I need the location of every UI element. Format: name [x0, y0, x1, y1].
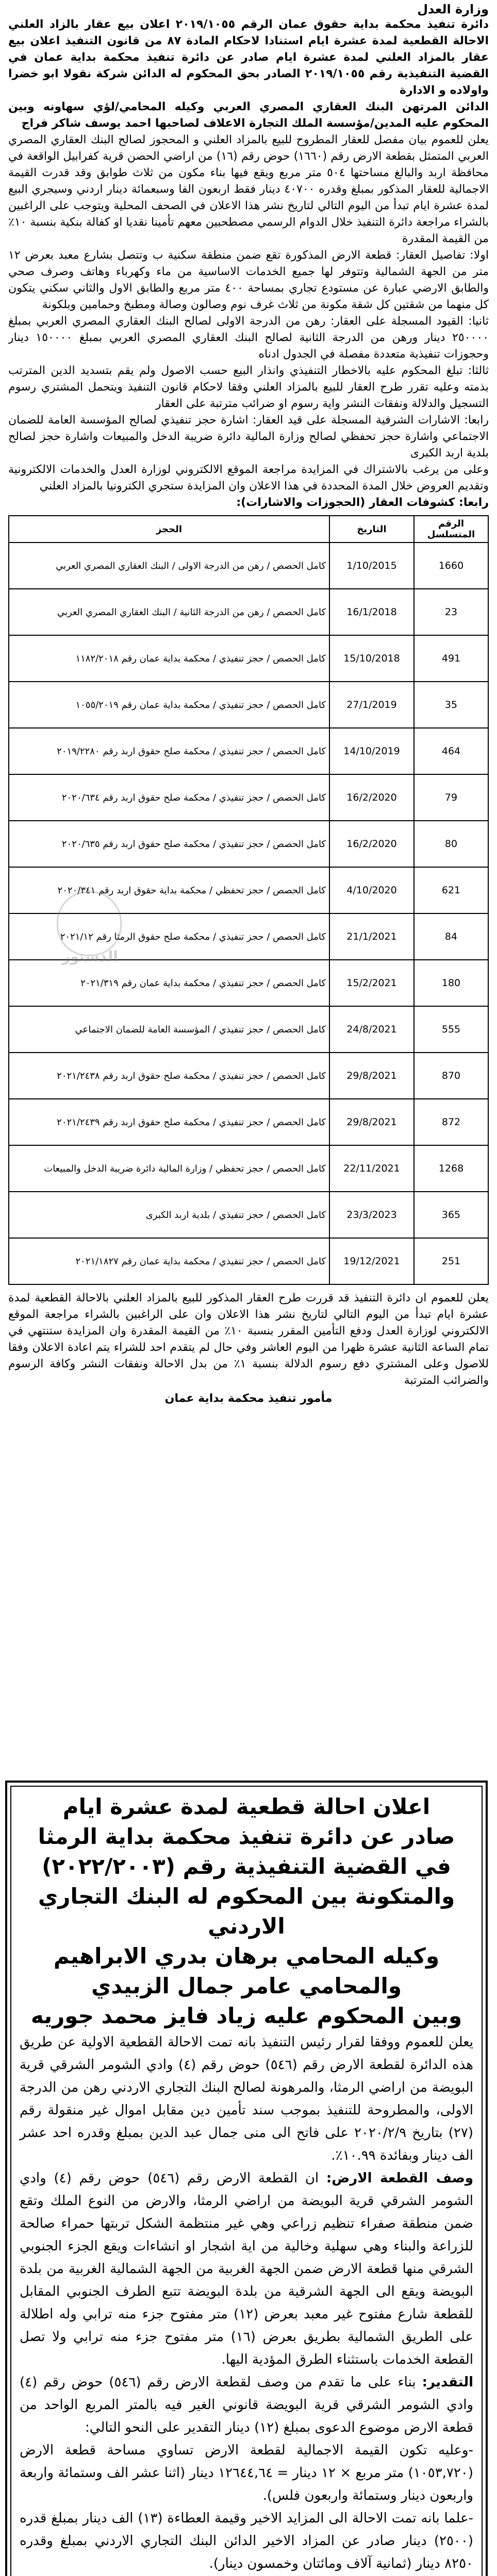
row-date: 1/10/2015	[329, 543, 414, 589]
table-row	[9, 728, 488, 774]
row-date: 16/1/2018	[329, 589, 414, 635]
last-bid: -علما بانه تمت الاحالة الى المزايد الاخير وقيمة العطاءة (١٣) الف دينار بمبلغ قدره (٢٥٠٠) دينار صادر عن المزاد الاخير الدائن البنك التجاري الاردني بمبلغ وقدره ٨٢٥٠ دينار (ثمانية آلاف ومائتان وخمسون دينار).	[20, 2511, 473, 2571]
row-seizure: كامل الحصص / حجز تنفيذي / محكمة بداية عمان رقم ١٠٥٥/٢٠١٩	[9, 682, 329, 728]
land-description-label: وصف القطعة الارض:	[326, 2171, 473, 2186]
row-date: 22/11/2021	[329, 1145, 414, 1192]
row-seizure: كامل الحصص / حجز تنفيذي / المؤسسة العامة للضمان الاجتماعي	[9, 1006, 329, 1053]
land-description: ان القطعة الارض رقم (٥٤٦) حوض رقم (٤) وادي الشومر الشرقي قرية البويضة من اراضي الرمثا، والارض من النوع الملك وتقع ضمن منطقة صفراء تنظيم زراعي وهي غير منتظمة الشكل تربتها حمراء صالحة للزراعة والبناء وهي سهلية وخالية من اية اشجار او انشاءات ويقع الجزء الجنوبي الشرقي منها قطعة الارض ضمن الجهة الغربية من الجهة الشمالية الغربية من بلدة البويضة ويقع الى الجهة الشرقية من بلدة البويضة تتبع الطرف الجنوبي المقابل للقطعة شارع مفتوح غير معبد بعرض (١٢) متر مفتوح جزء منه ترابي وله اطلالة على الطريق الشمالية بطريق بعرض (١٦) متر مفتوح جزء منه ترابي ولا تصل القطعة الخدمات باستثناء الطرق المؤدية اليها.	[20, 2171, 473, 2367]
notice-intro: دائرة تنفيذ محكمة بداية حقوق عمان الرقم ٢٠١٩/١٠٥٥ اعلان بيع عقار بالزاد العلني الاحالة القطعية لمدة عشرة ايام استنادا لاحكام المادة ٨٧ من قانون التنفيذ اعلان بيع عقار بالمزاد العلني لمدة عشرة ايام صادر عن دائرة تنفيذ محكمة بداية عمان في القضية التنفيذية رقم ٢٠١٩/١٠٥٥ الصادر بحق المحكوم له الدائن شركة نقولا ابو خضرا واولاده و الادارة	[8, 18, 489, 97]
table-row	[9, 635, 488, 682]
property-description: يعلن للعموم بيان مفصل للعقار المطروح للبيع بالمزاد العلني و المحجوز لصالح البنك العقاري المصري العربي المتمثل بقطعة الارض رقم (١٦٦٠) حوض رقم (١٦) من اراضي الحصن قرية كفرابيل الواقعة في محافظة اربد والبالغ مساحتها ٥٠٤ متر مربع ويقع فيها بناء مكون من ثلاث طوابق وقد قدرت القيمة الاجمالية للعقار المذكور بمبلغ وقدره ٤٠٧٠٠ دينار فقط اربعون الفا وسبعمائة دينار اردني وسيجري البيع لمدة عشرة ايام تبدأ من اليوم التالي لتاريخ نشر هذا الاعلان في الصحف المحلية ويتوجب على الراغبين بالشراء مراجعة دائرة التنفيذ خلال الدوام الرسمي مصطحبين معهم تأمينا نقديا او كفالة بنكية بنسبة ١٠٪ من القيمة المقدرة	[8, 133, 489, 245]
court-title: صادر عن دائرة تنفيذ محكمة بداية الرمثا	[38, 1824, 455, 1849]
total-value: -وعليه تكون القيمة الاجمالية لقطعة الارض تساوي مساحة قطعة الارض (١٠٥٣,٧٢٠) متر مربع × ١٢ دينار = ١٢٦٤٤,٦٤ دينار (اثنا عشر الف وستمائة واربعة واربعون دينار وستمائة واربعون فلس).	[20, 2443, 473, 2503]
row-number: 872	[414, 1099, 488, 1145]
watermark-text: الدستور	[62, 948, 118, 965]
row-number: 491	[414, 635, 488, 682]
row-seizure: كامل الحصص / حجز تنفيذي / محكمة صلح حقوق اربد رقم ٢٠١٩/٢٢٨٠	[9, 728, 329, 774]
table-row	[9, 1099, 488, 1145]
row-date: 14/10/2019	[329, 728, 414, 774]
header-number: الرقم المتسلسل	[414, 516, 488, 543]
row-seizure: كامل الحصص / حجز تحفظي / محكمة بداية حقوق اربد رقم ٢٠٢٠/٣٤١	[9, 867, 329, 913]
row-date: 29/8/2021	[329, 1053, 414, 1099]
property-marks: رابعا: الاشارات الشرفية المسجلة على قيد العقار: اشارة حجز تنفيذي لصالح المؤسسة العامة للضمان الاجتماعي واشارة حجز تحفظي لصالح وزارة المالية دائرة ضريبة الدخل والمبيعات واشارة حجز لصالح بلدية اربد الكبرى	[8, 414, 489, 460]
case-number: في القضية التنفيذية رقم (٢٠٢٢/٢٠٠٣)	[42, 1854, 451, 1879]
sale-terms: يعلن للعموم ان دائرة التنفيذ قد قررت طرح العقار المذكور للبيع بالمزاد العلني بالاحالة القطعية لمدة عشرة ايام تبدأ من اليوم التالي لتاريخ نشر هذا الاعلان وان على الراغبين بالشراء مراجعة الموقع الالكتروني لوزارة العدل ودفع التأمين المقرر بنسبة ١٠٪ من القيمة المقدرة وان المزايدة ستنتهي في تمام الساعة الثانية عشرة ظهرا من اليوم العاشر وفي حال لم يتقدم احد للشراء يتم اعادة الاعلان وفقا للاصول وعلى المشتري دفع رسوم الدلالة بنسبة ١٪ من بدل الاحالة ونفقات النشر وكافة الرسوم والضرائب المترتبة	[8, 1292, 489, 1387]
creditor-parties: الدائن المرتهن البنك العقاري المصري العربي وكيله المحامي/لؤي سهاونه وبين المحكوم عليه المدين/مؤسسة الملك التجارة الاعلاف لصاحبها احمد يوسف شاكر فراج	[8, 100, 489, 130]
table-row	[9, 1145, 488, 1192]
row-seizure: كامل الحصص / حجز تحفظي / وزارة المالية دائرة ضريبة الدخل والمبيعات	[9, 1145, 329, 1192]
table-row	[9, 1006, 488, 1053]
row-number: 1660	[414, 543, 488, 589]
row-seizure: كامل الحصص / حجز تنفيذي / محكمة صلح حقوق اربد رقم ٢٠٢٠/٦٣٥	[9, 821, 329, 867]
row-date: 27/1/2019	[329, 682, 414, 728]
row-date: 24/8/2021	[329, 1006, 414, 1053]
lawyer-1: وكيله المحامي برهان بدري الابراهيم	[53, 1943, 440, 1969]
row-number: 23	[414, 589, 488, 635]
row-seizure: كامل الحصص / حجز تنفيذي / محكمة بداية عمان رقم ٢٠٢١/١٨٢٧	[9, 1238, 329, 1284]
row-seizure: كامل الحصص / حجز تنفيذي / محكمة بداية عمان رقم ١١٨٢/٢٠١٨	[9, 635, 329, 682]
final-auction-notice	[5, 1781, 488, 2576]
row-number: 555	[414, 1006, 488, 1053]
row-date: 15/2/2021	[329, 960, 414, 1006]
row-seizure: كامل الحصص / حجز تنفيذي / بلدية اربد الكبرى	[9, 1192, 329, 1238]
row-date: 19/12/2021	[329, 1238, 414, 1284]
table-row	[9, 960, 488, 1006]
ministry-label: وزارة العدل	[417, 2, 489, 16]
bidding-instructions: وعلى من يرغب بالاشتراك في المزايدة مراجعة الموقع الالكتروني لوزارة العدل والخدمات الالكترونية وتقديم العروض خلال المدة المحددة في هذا الاعلان وان المزايدة ستجري الكترونيا بالمزاد العلني	[8, 463, 489, 493]
table-row	[9, 1053, 488, 1099]
table-row	[9, 682, 488, 728]
execution-sale-notice	[8, 0, 489, 1766]
row-number: 621	[414, 867, 488, 913]
row-seizure: كامل الحصص / حجز تنفيذي / محكمة صلح حقوق الرمثا رقم ٢٠٢١/١٢	[9, 913, 329, 960]
valuation-text: بناء على ما تقدم من وصف لقطعة الارض رقم (٥٤٦) حوض رقم (٤) وادي الشومر الشرقي قرية البويضة قانوني الغير فيه بالمتر المربع الواحد من قطعة الارض موضوع الدعوى بمبلغ (١٢) دينار التقدير على النحو التالي:	[20, 2375, 473, 2435]
table-header-row	[9, 516, 488, 543]
table-row	[9, 821, 488, 867]
row-number: 35	[414, 682, 488, 728]
table-row	[9, 1192, 488, 1238]
valuation-block	[20, 2371, 473, 2439]
property-encumbrances: ثانيا: القيود المسجلة على العقار: رهن من الدرجة الاولى لصالح البنك العقاري المصري العربي بمبلغ ٢٥٠٠٠٠ دينار ورهن من الدرجة الثانية لصالح البنك العقاري المصري العربي بمبلغ ١٥٠٠٠٠ دينار وحجوزات تنفيذية متعددة مفصلة في الجدول ادناه	[8, 315, 489, 361]
notification-status: ثالثا: تبلغ المحكوم عليه بالاخطار التنفيذي وانذار البيع حسب الاصول ولم يقم بتسديد الدين المترتب بذمته وعليه تقرر طرح العقار للبيع بالمزاد العلني وفقا لاحكام قانون التنفيذ ويتحمل المشتري رسوم التسجيل والدلالة ونفقات النشر واية رسوم او ضرائب مترتبة على العقار	[8, 364, 489, 410]
row-date: 15/10/2018	[329, 635, 414, 682]
lawyer-2: والمحامي عامر جمال الزبيدي	[91, 1973, 402, 1998]
auction-title: اعلان احالة قطعية لمدة عشرة ايام	[62, 1794, 430, 1819]
row-date: 16/2/2020	[329, 774, 414, 821]
row-date: 4/10/2020	[329, 867, 414, 913]
row-number: 1268	[414, 1145, 488, 1192]
row-date: 23/3/2023	[329, 1192, 414, 1238]
table-row	[9, 774, 488, 821]
valuation-label: التقدير:	[422, 2375, 474, 2390]
row-seizure: كامل الحصص / حجز تنفيذي / محكمة صلح حقوق اربد رقم ٢٠٢١/٢٤٣٨	[9, 1053, 329, 1099]
table-title: رابعا: كشوفات العقار (الحجوزات والاشارات):	[236, 496, 489, 509]
row-seizure: كامل الحصص / رهن من الدرجة الاولى / البنك العقاري المصري العربي	[9, 543, 329, 589]
header-date: التاريخ	[329, 516, 414, 543]
row-date: 29/8/2021	[329, 1099, 414, 1145]
row-number: 79	[414, 774, 488, 821]
row-seizure: كامل الحصص / حجز تنفيذي / محكمة صلح حقوق اربد رقم ٢٠٢١/٢٤٣٩	[9, 1099, 329, 1145]
table-row	[9, 1238, 488, 1284]
row-number: 464	[414, 728, 488, 774]
row-date: 16/2/2020	[329, 821, 414, 867]
table-row	[9, 543, 488, 589]
row-number: 251	[414, 1238, 488, 1284]
row-date: 21/1/2021	[329, 913, 414, 960]
table-row	[9, 589, 488, 635]
signature: مأمور تنفيذ محكمة بداية عمان	[164, 1392, 333, 1405]
row-number: 84	[414, 913, 488, 960]
row-seizure: كامل الحصص / حجز تنفيذي / محكمة صلح حقوق اربد رقم ٢٠٢٠/٦٣٤	[9, 774, 329, 821]
debtor: وبين المحكوم عليه زياد فايز محمد جوريه	[30, 2003, 462, 2028]
header-seizure: الحجز	[9, 516, 329, 543]
creditor: والمتكونة بين المحكوم له البنك التجاري الاردني	[38, 1884, 455, 1939]
auction-intro: يعلن للعموم ووفقا لقرار رئيس التنفيذ بانه تمت الاحالة القطعية الاولية عن طريق هذه الدائرة لقطعة الارض رقم (٥٤٦) حوض رقم (٤) وادي الشومر الشرقي قرية البويضة من اراضي الرمثا، والمرهونة لصالح البنك التجاري الاردني رهن من الدرجة الاولى، والمطروحة للتنفيذ بموجب سند تأمين دين مقابل اموال غير منقولة رقم (٢٧) بتاريخ ٢٠٢٠/٢/٩ على فاتح الى منى جمال عبد الدين بمبلغ وقدره احد عشر الف دينار وبفائدة ١٠.٩٩٪.	[20, 2035, 473, 2163]
row-number: 80	[414, 821, 488, 867]
watermark-logo-icon	[57, 891, 122, 956]
row-number: 365	[414, 1192, 488, 1238]
property-details: اولا: تفاصيل العقار: قطعة الارض المذكورة تقع ضمن منطقة سكنية ب وتتصل بشارع معبد بعرض ١٢ متر من الجهة الشمالية وتتوفر لها جميع الخدمات الاساسية من ماء وكهرباء وهاتف وصرف صحي والطابق الارضي عبارة عن مستودع تجاري بمساحة ٤٠٠ متر مربع والطابق الاول والثاني سكني يتكون كل منهما من شقتين كل شقة مكونة من ثلاث غرف نوم وصالون وصالة ومطبخ وحمامين وبلكونة	[8, 249, 489, 311]
row-number: 870	[414, 1053, 488, 1099]
row-seizure: كامل الحصص / حجز تنفيذي / محكمة بداية عمان رقم ٢٠٢١/٣١٩	[9, 960, 329, 1006]
land-description-block	[20, 2167, 473, 2371]
row-seizure: كامل الحصص / رهن من الدرجة الثانية / البنك العقاري المصري العربي	[9, 589, 329, 635]
final-auction-inner	[10, 1786, 483, 2576]
row-number: 180	[414, 960, 488, 1006]
